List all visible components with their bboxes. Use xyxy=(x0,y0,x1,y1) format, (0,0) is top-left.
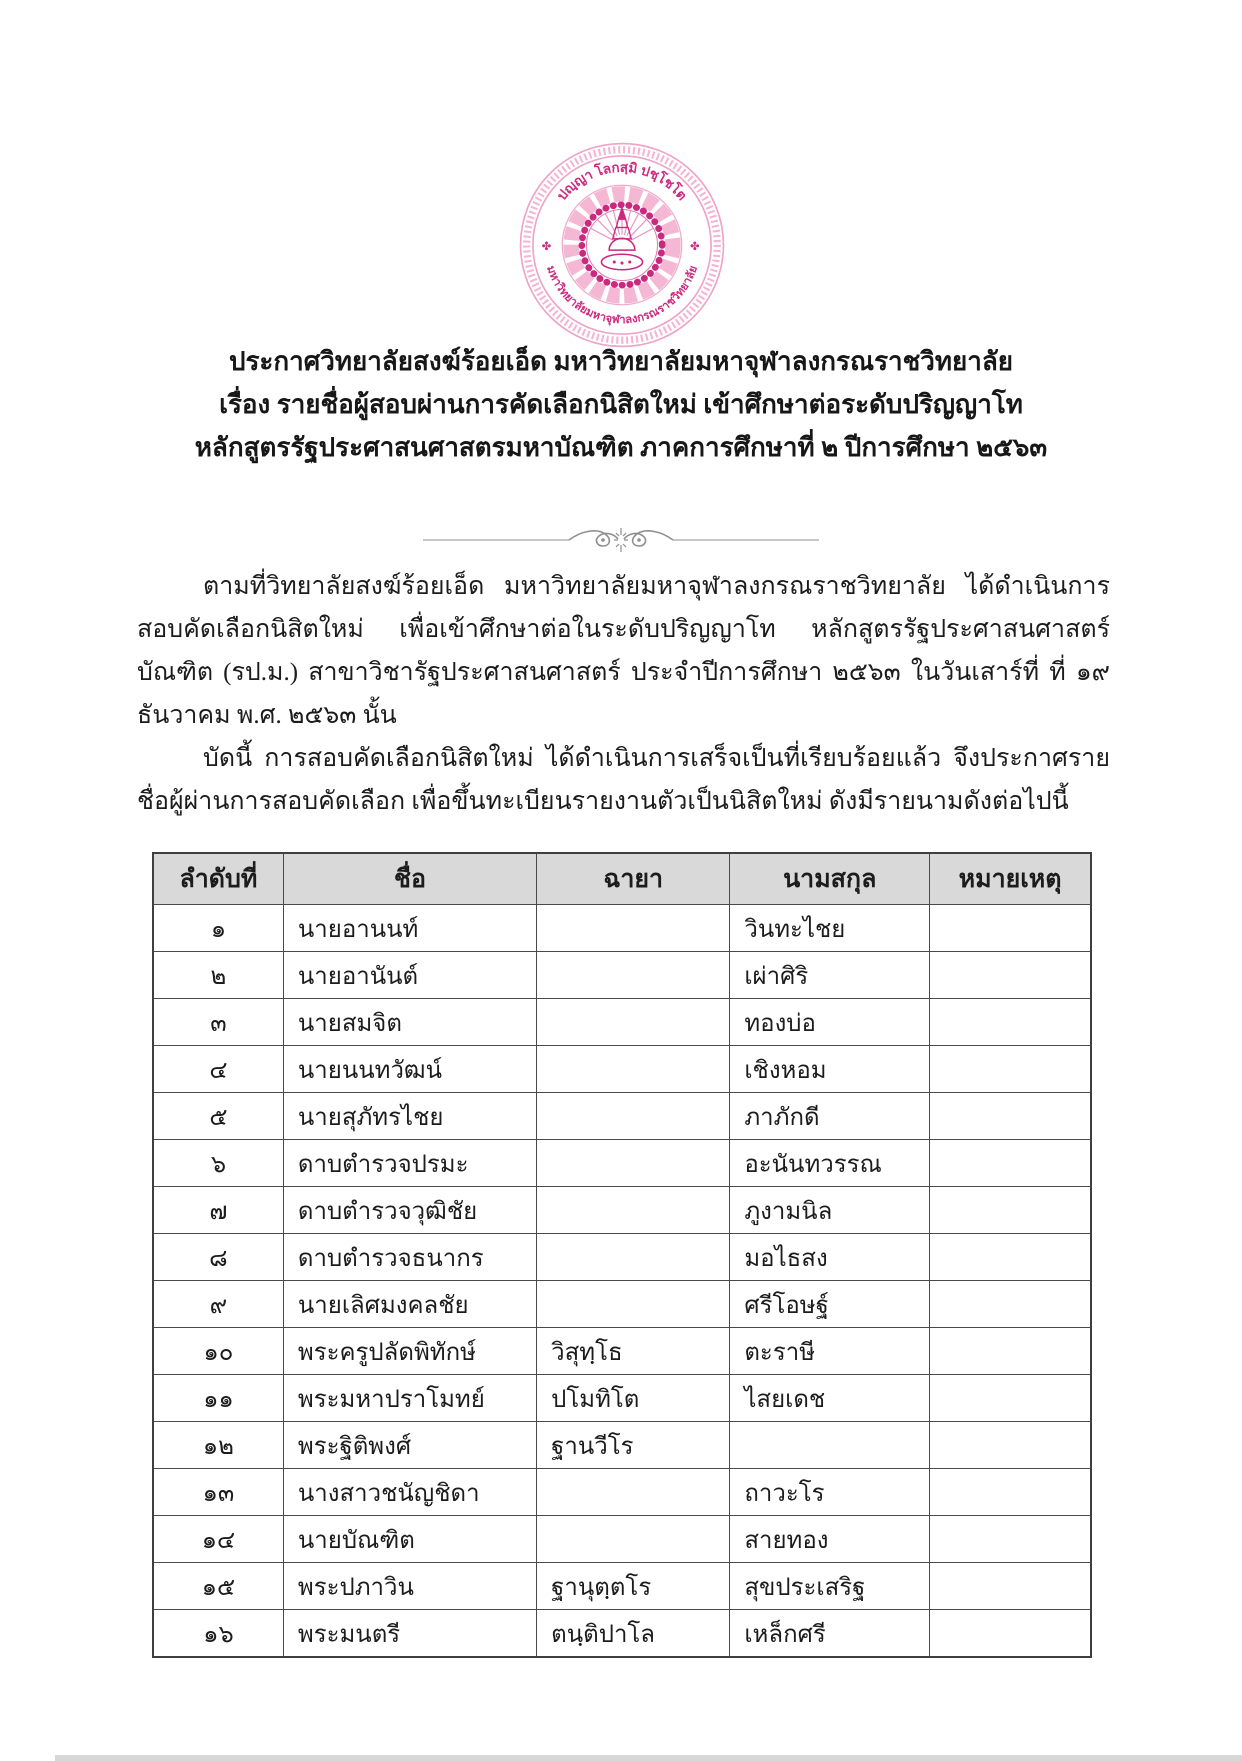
cell-remark xyxy=(930,1234,1091,1281)
cell-dhamma-name: ฐานุตฺตโร xyxy=(537,1563,730,1610)
table-row xyxy=(153,1234,1091,1281)
table-row xyxy=(153,1422,1091,1469)
body-paragraph-2: บัดนี้ การสอบคัดเลือกนิสิตใหม่ ได้ดำเนินการเสร็จเป็นที่เรียบร้อยแล้ว จึงประกาศรายชื่อผู้ผ่านการสอบคัดเลือก เพื่อขึ้นทะเบียนรายงานตัวเป็นนิสิตใหม่ ดังมีรายนามดังต่อไปนี้ xyxy=(137,745,1110,815)
cell-surname: เชิงหอม xyxy=(730,1046,930,1093)
table-row xyxy=(153,1610,1091,1658)
cell-name: พระมนตรี xyxy=(283,1610,536,1658)
cell-no: ๑๕ xyxy=(153,1563,283,1610)
cell-name: พระปภาวิน xyxy=(283,1563,536,1610)
seal-university-name-text: มหาวิทยาลัยมหาจุฬาลงกรณราชวิทยาลัย xyxy=(544,264,700,327)
cell-name: ดาบตำรวจปรมะ xyxy=(283,1140,536,1187)
cell-dhamma-name xyxy=(537,1281,730,1328)
cell-surname: อะนันทวรรณ xyxy=(730,1140,930,1187)
header-dhamma-name: ฉายา xyxy=(537,853,730,905)
title-line-3: หลักสูตรรัฐประศาสนศาสตรมหาบัณฑิต ภาคการศึกษาที่ ๒ ปีการศึกษา ๒๕๖๓ xyxy=(194,433,1048,462)
cell-name: พระมหาปราโมทย์ xyxy=(283,1375,536,1422)
cell-remark xyxy=(930,1046,1091,1093)
cell-surname xyxy=(730,1422,930,1469)
cell-name: พระครูปลัดพิทักษ์ xyxy=(283,1328,536,1375)
cell-dhamma-name xyxy=(537,1469,730,1516)
table-row xyxy=(153,1140,1091,1187)
page-edge-shadow xyxy=(55,1755,1242,1761)
table-row xyxy=(153,1563,1091,1610)
cell-surname: มอไธสง xyxy=(730,1234,930,1281)
cell-name: นางสาวชนัญชิดา xyxy=(283,1469,536,1516)
cell-surname: ภูงามนิล xyxy=(730,1187,930,1234)
cell-remark xyxy=(930,1610,1091,1658)
cell-remark xyxy=(930,1281,1091,1328)
cell-dhamma-name xyxy=(537,905,730,952)
cell-dhamma-name xyxy=(537,1093,730,1140)
cell-name: นายสุภัทรไชย xyxy=(283,1093,536,1140)
cell-name: พระฐิติพงศ์ xyxy=(283,1422,536,1469)
table-row xyxy=(153,1093,1091,1140)
cell-surname: ถาวะโร xyxy=(730,1469,930,1516)
cell-name: นายเลิศมงคลชัย xyxy=(283,1281,536,1328)
table-row xyxy=(153,1187,1091,1234)
table-row xyxy=(153,905,1091,952)
cell-surname: ศรีโอษฐ์ xyxy=(730,1281,930,1328)
cell-remark xyxy=(930,1375,1091,1422)
cell-surname: เผ่าศิริ xyxy=(730,952,930,999)
cell-remark xyxy=(930,999,1091,1046)
seal-flower-left-icon: ✤ xyxy=(541,241,552,254)
cell-surname: เหล็กศรี xyxy=(730,1610,930,1658)
cell-no: ๙ xyxy=(153,1281,283,1328)
cell-name: นายอานนท์ xyxy=(283,905,536,952)
title-line-1: ประกาศวิทยาลัยสงฆ์ร้อยเอ็ด มหาวิทยาลัยมหาจุฬาลงกรณราชวิทยาลัย xyxy=(228,347,1014,376)
cell-surname: ภาภักดี xyxy=(730,1093,930,1140)
cell-dhamma-name xyxy=(537,1234,730,1281)
cell-remark xyxy=(930,1140,1091,1187)
cell-no: ๒ xyxy=(153,952,283,999)
cell-remark xyxy=(930,952,1091,999)
cell-no: ๗ xyxy=(153,1187,283,1234)
university-seal-logo xyxy=(519,142,725,348)
body-paragraph-1: ตามที่วิทยาลัยสงฆ์ร้อยเอ็ด มหาวิทยาลัยมหาจุฬาลงกรณราชวิทยาลัย ได้ดำเนินการสอบคัดเลือกนิสิตใหม่ เพื่อเข้าศึกษาต่อในระดับปริญญาโท หลักสูตรรัฐประศาสนศาสตร์บัณฑิต (รป.ม.) สาขาวิชารัฐประศาสนศาสตร์ ประจำปีการศึกษา ๒๕๖๓ ในวันเสาร์ที่ ที่ ๑๙ ธันวาคม พ.ศ. ๒๕๖๓ นั้น xyxy=(137,573,1110,729)
cell-surname: ทองบ่อ xyxy=(730,999,930,1046)
cell-no: ๑ xyxy=(153,905,283,952)
table-row xyxy=(153,1281,1091,1328)
title-line-2: เรื่อง รายชื่อผู้สอบผ่านการคัดเลือกนิสิตใหม่ เข้าศึกษาต่อระดับปริญญาโท xyxy=(219,390,1023,419)
cell-remark xyxy=(930,1422,1091,1469)
table-row xyxy=(153,1328,1091,1375)
cell-no: ๑๓ xyxy=(153,1469,283,1516)
table-row xyxy=(153,1375,1091,1422)
cell-surname: สุขประเสริฐ xyxy=(730,1563,930,1610)
cell-dhamma-name: ฐานวีโร xyxy=(537,1422,730,1469)
table-row xyxy=(153,1046,1091,1093)
cell-remark xyxy=(930,1516,1091,1563)
cell-dhamma-name xyxy=(537,999,730,1046)
cell-remark xyxy=(930,1328,1091,1375)
cell-remark xyxy=(930,1187,1091,1234)
table-row xyxy=(153,1516,1091,1563)
cell-name: นายสมจิต xyxy=(283,999,536,1046)
cell-no: ๑๖ xyxy=(153,1610,283,1658)
header-remark: หมายเหตุ xyxy=(930,853,1091,905)
announcement-body xyxy=(137,565,1110,823)
cell-name: นายอานันต์ xyxy=(283,952,536,999)
cell-dhamma-name xyxy=(537,1140,730,1187)
cell-no: ๑๑ xyxy=(153,1375,283,1422)
cell-dhamma-name xyxy=(537,1187,730,1234)
cell-surname: ไสยเดช xyxy=(730,1375,930,1422)
cell-no: ๘ xyxy=(153,1234,283,1281)
cell-dhamma-name xyxy=(537,1046,730,1093)
cell-name: ดาบตำรวจธนากร xyxy=(283,1234,536,1281)
cell-no: ๑๐ xyxy=(153,1328,283,1375)
cell-name: ดาบตำรวจวุฒิชัย xyxy=(283,1187,536,1234)
cell-dhamma-name xyxy=(537,1516,730,1563)
cell-dhamma-name: ปโมทิโต xyxy=(537,1375,730,1422)
cell-surname: สายทอง xyxy=(730,1516,930,1563)
cell-remark xyxy=(930,1563,1091,1610)
cell-dhamma-name: วิสุทฺโธ xyxy=(537,1328,730,1375)
ornament-divider xyxy=(421,522,821,558)
cell-dhamma-name: ตนฺติปาโล xyxy=(537,1610,730,1658)
cell-surname: ตะราษี xyxy=(730,1328,930,1375)
table-row xyxy=(153,999,1091,1046)
cell-surname: วินทะไชย xyxy=(730,905,930,952)
header-surname: นามสกุล xyxy=(730,853,930,905)
cell-no: ๓ xyxy=(153,999,283,1046)
cell-no: ๑๒ xyxy=(153,1422,283,1469)
cell-name: นายนนทวัฒน์ xyxy=(283,1046,536,1093)
header-name: ชื่อ xyxy=(283,853,536,905)
cell-remark xyxy=(930,905,1091,952)
cell-name: นายบัณฑิต xyxy=(283,1516,536,1563)
cell-dhamma-name xyxy=(537,952,730,999)
cell-no: ๔ xyxy=(153,1046,283,1093)
cell-no: ๖ xyxy=(153,1140,283,1187)
announcement-title xyxy=(0,340,1242,469)
cell-remark xyxy=(930,1093,1091,1140)
table-body xyxy=(153,905,1091,1658)
seal-motto-text: ปญฺญา โลกสฺมิ ปชฺโชโต xyxy=(554,159,690,204)
seal-flower-right-icon: ✤ xyxy=(689,241,700,254)
cell-no: ๕ xyxy=(153,1093,283,1140)
cell-remark xyxy=(930,1469,1091,1516)
student-roster-table xyxy=(152,852,1092,1658)
header-no: ลำดับที่ xyxy=(153,853,283,905)
table-header-row xyxy=(153,853,1091,905)
table-row xyxy=(153,952,1091,999)
cell-no: ๑๔ xyxy=(153,1516,283,1563)
table-row xyxy=(153,1469,1091,1516)
